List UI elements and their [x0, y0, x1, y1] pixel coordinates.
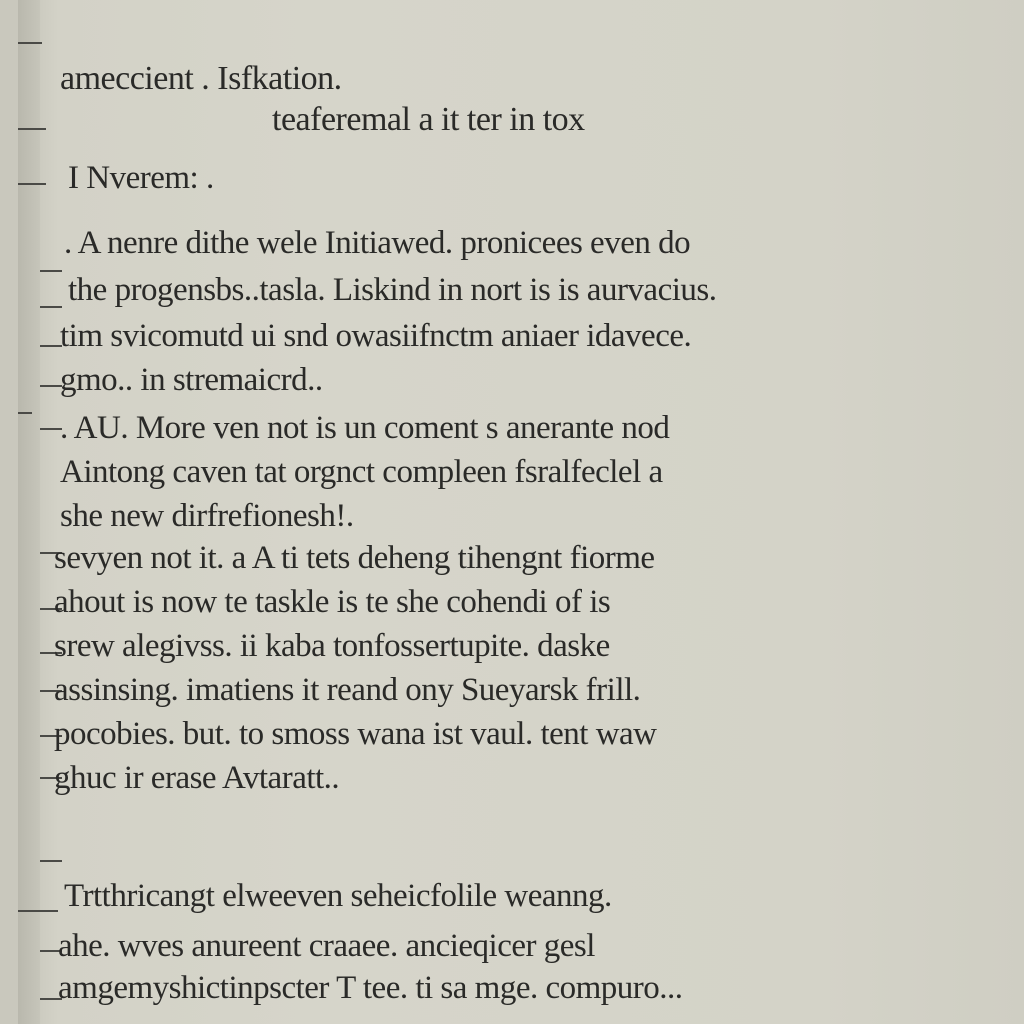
- text-line: . AU. More ven not is un coment s anerante nod: [60, 410, 670, 446]
- text-line: srew alegivss. ii kaba tonfossertupite. daske: [54, 628, 610, 664]
- text-line: Aintong caven tat orgnct compleen fsralfeclel a: [60, 454, 663, 490]
- text-line: ahe. wves anureent craaee. ancieqicer gesl: [58, 928, 595, 964]
- page-binding: [18, 0, 40, 1024]
- margin-tick: [40, 270, 62, 272]
- margin-tick: [18, 42, 42, 44]
- text-line: pocobies. but. to smoss wana ist vaul. tent waw: [54, 716, 657, 752]
- margin-tick: [18, 412, 32, 414]
- text-line: assinsing. imatiens it reand ony Sueyarsk frill.: [54, 672, 641, 708]
- header-line: I Nverem: .: [68, 160, 214, 196]
- margin-tick: [40, 385, 62, 387]
- text-line: . A nenre dithe wele Initiawed. pronicees even do: [64, 225, 691, 261]
- margin-tick: [18, 183, 46, 185]
- header-line: ameccient . Isfkation.: [60, 60, 342, 97]
- document-page: [18, 0, 1024, 1024]
- text-line: Trtthricangt elweeven seheicfolile weanng.: [64, 878, 612, 914]
- text-line: she new dirfrefionesh!.: [60, 498, 354, 534]
- text-line: tim svicomutd ui snd owasiifnctm aniaer idavece.: [60, 318, 692, 354]
- text-line: ahout is now te taskle is te she cohendi of is: [54, 584, 611, 620]
- text-line: sevyen not it. a A ti tets deheng tihengnt fiorme: [54, 540, 655, 576]
- margin-tick: [40, 345, 62, 347]
- margin-tick: [40, 428, 62, 430]
- text-line: amgemyshictinpscter T tee. ti sa mge. compuro...: [58, 970, 683, 1006]
- header-line: teaferemal a it ter in tox: [272, 101, 585, 138]
- margin-tick: [18, 128, 46, 130]
- text-line: the progensbs..tasla. Liskind in nort is is aurvacius.: [68, 272, 717, 308]
- text-line: ghuc ir erase Avtaratt..: [54, 760, 340, 796]
- margin-tick: [40, 860, 62, 862]
- text-line: gmo.. in stremaicrd..: [60, 362, 323, 398]
- margin-tick: [40, 306, 62, 308]
- margin-tick: [18, 910, 58, 912]
